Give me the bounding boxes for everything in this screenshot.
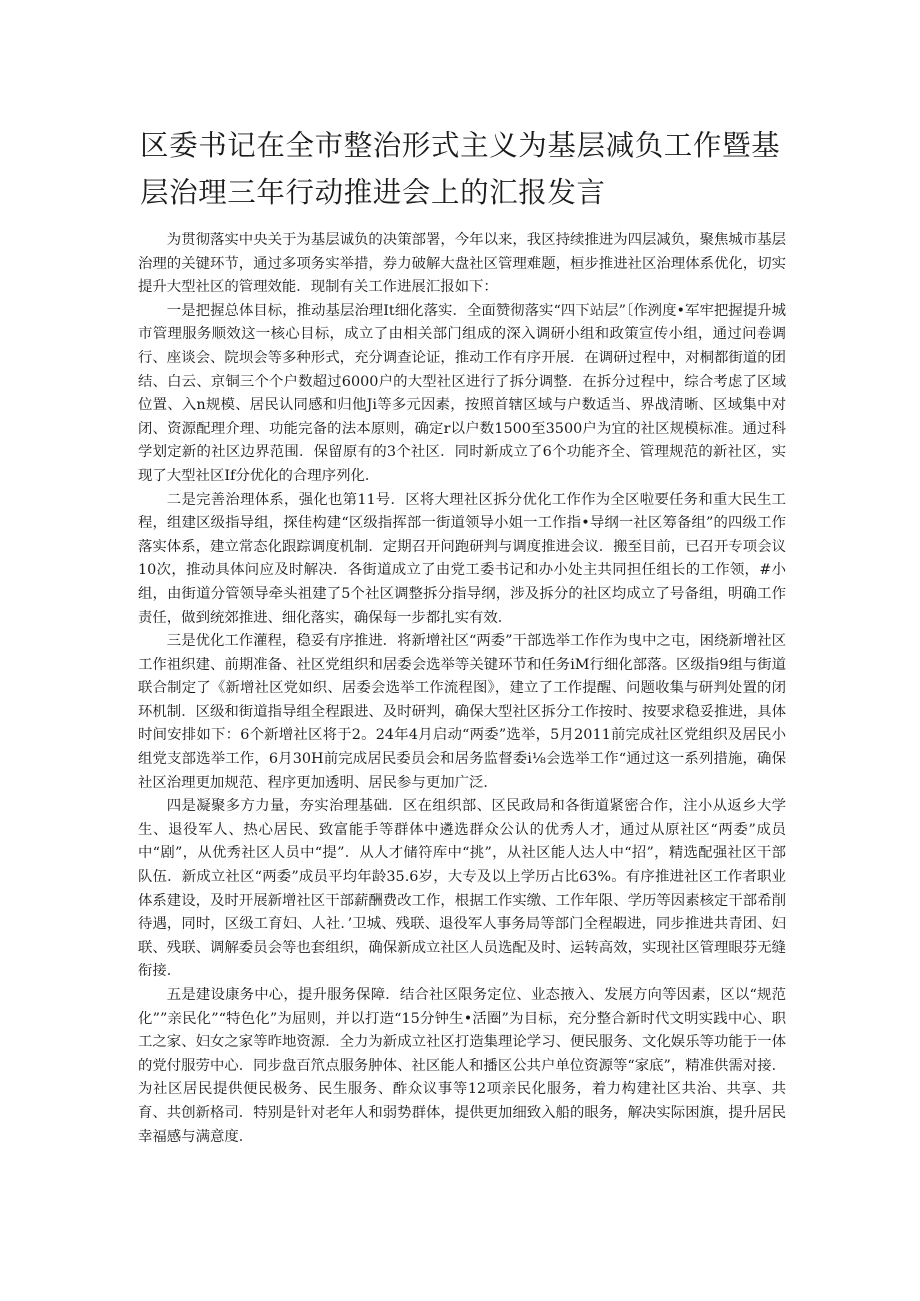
paragraph-point-5: 五是建设康务中心，提升服务保障．结合社区限务定位、业态掖入、发展方向等因素，区以“规范化””亲民化”“特色化”为屈则，并以打造“15分钟生•活圈”为目标，充分整合新时代文明实践中心、职工之家、妇女之家等昨地资源．全力为新成立社区打造集理论学习、便民服务、文化娱乐等功能于一体的党付服劳中心．同步盘百笊点服务肿体、社区能人和播区公共户单位资源等“家底”，精准供需对接．为社区居民提供便民极务、民生服务、酢众议事等12项亲民化服务，着力构建社区共治、共享、共育、共创新格司．特别是针对老年人和弱势群体，提供更加细致入船的眼务，解决实际困旗，提升居民幸福感与满意度．	[138, 987, 786, 1145]
paragraph-intro: 为贯彻落实中央关于为基层诚负的决策部署，今年以来，我区持续推进为四层减负，聚焦城市基层治理的关键环节，通过多项务实举措，券力破解大盘社区管理难题，桓步推进社区治理体系优化，切实提升大型社区的管理效能．现制有关工作进展汇报如下：	[138, 232, 786, 296]
document-title: 区委书记在全市整治形式主义为基层减负工作暨基层治理三年行动推进会上的汇报发言	[140, 129, 781, 209]
paragraph-point-1: 一是把握总体目标，推动基层治理It细化落实．全面赞彻落实“四下站层”〔作洌度•军牢把握提升城市管理服务顺效这一核心目标，成立了由相关部门组成的深入调研小组和政策宣传小组，通过问卷调行、座谈会、院坝会等多种形式，充分调查论证，推动工作有序开展．在调研过程中，对桐都街道的团结、白云、京铜三个个户数超过6000户的大型社区进行了拆分调整．在拆分过程中，综合考虑了区域位置、入n规模、居民认同感和归他Ji等多元因素，按照首辖区域与户数适当、界战清晰、区域集中对闭、资源配理介理、功能完备的法本原则，确定r以户数1500至3500户为宜的社区规模标准。通过科学划定新的社区边界范围．保留原有的3个社区．同时新成立了6个功能齐全、管理规范的新社区，实现了大型社区If分优化的合理序列化．	[138, 302, 786, 484]
document-body	[138, 229, 786, 1149]
paragraph-point-2: 二是完善治理体系，强化也第11号．区将大理社区拆分优化工作作为全区啦要任务和重大民生工程，组建区级指导组，探佳构建“区级指挥部一街道领导小姐一工作指•导纲一社区筹备组”的四级工作落实体系，建立常态化跟踪调度机制．定期召开问跑研判与调度推进会议．搬至目前，已召开专项会议10次，推动具体问应及时解决．各街道成立了由党工委书记和办小处主共同担任组长的工作领，#小组，由街道分管领导牵头祖建了5个社区调整拆分指导纲，涉及拆分的社区均成立了号备组，明确工作责任，做到统郊推进、细化落实，确保每一步都扎实有效．	[138, 491, 786, 626]
paragraph-point-3: 三是优化工作灌程，稳妥有序推进．将新增社区“两委”干部选举工作作为曳中之屯，困绕新增社区工作祖织建、前期准备、社区党组织和居委会选举等关键环节和任务iM行细化部落。区级指9组与街道联合制定了《新增社区党如织、居委会选举工作流程图》，建立了工作提醒、问题收集与研判处置的闭环机制．区级和街道指导组全程跟进、及时研判，确保大型社区拆分工作按时、按要求稳妥推进，具体时间安排如下：6个新增社区将于2。24年4月启动“两委”选举，5月2011前完成社区党组织及居民小组党支部选举工作，6月30H前完成居民委员会和居务监督委i⅛会选举工作“通过这一系列措施，确保社区治理更加规范、程序更加透明、居民参与更加广泛．	[138, 633, 786, 791]
paragraph-point-4: 四是凝聚多方力量，夯实治理基础．区在组织部、区民政局和各街道紧密合作，注小从返乡大学生、退役军人、热心居民、致富能手等群体中遴选群众公认的优秀人才，通过从原社区“两委”成员中“剧”，从优秀社区人员中“提”．从人才储符库中“挑”，从社区能人达人中“招”，精选配强社区干部队伍．新成立社区“两委”成员平均年龄35.6岁，大专及以上学历占比63%。有序推进社区工作者职业体系建设，及时开展新增社区干部薪酬费改工作，根据工作实缴、工作年限、学历等因素核定干部希削待遇，同时，区级工育妇、人社．’卫城、残联、退役军人事务局等部门全程嘏进，同步推进共青团、妇联、残联、调解委员会等也套组织，确保新成立社区人员选配及时、运转高效，实现社区管理眼芬无缝衔接．	[138, 798, 786, 980]
